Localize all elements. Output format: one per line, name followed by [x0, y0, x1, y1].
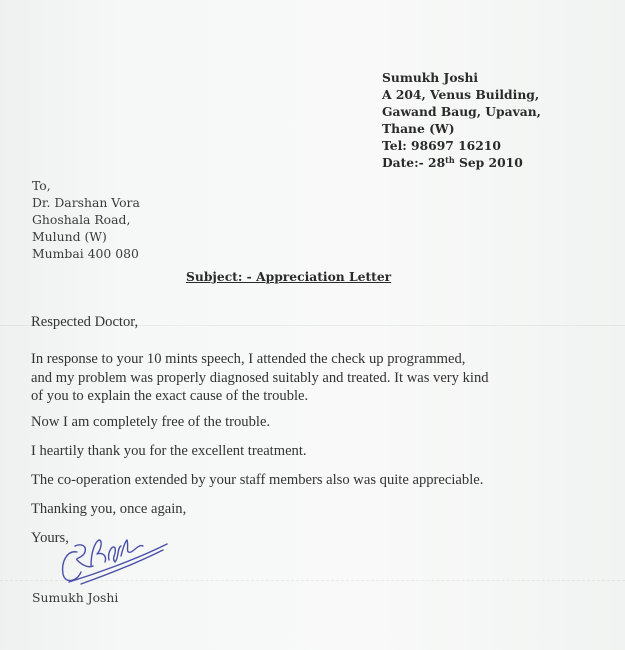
sender-address-line: Gawand Baug, Upavan,	[382, 104, 541, 120]
body-paragraph	[31, 350, 489, 406]
recipient-address-line: Mumbai 400 080	[32, 246, 139, 261]
recipient-to: To,	[32, 178, 51, 193]
signature-underline	[81, 550, 163, 584]
body-paragraph: I heartily thank you for the excellent treatment.	[31, 443, 307, 459]
subject-line: Subject: - Appreciation Letter	[186, 269, 392, 284]
recipient-name: Dr. Darshan Vora	[32, 195, 140, 210]
recipient-address-block	[32, 177, 140, 262]
body-paragraph: The co-operation extended by your staff members also was quite appreciable.	[31, 472, 484, 488]
closing: Yours,	[31, 530, 69, 546]
handwritten-signature	[55, 522, 175, 592]
signature-stroke	[91, 540, 106, 566]
sender-telephone: Tel: 98697 16210	[382, 138, 501, 154]
sender-address-line: A 204, Venus Building,	[382, 87, 540, 103]
sender-address-line: Thane (W)	[382, 121, 455, 137]
date-ordinal-suffix: th	[445, 155, 455, 166]
body-paragraph: Now I am completely free of the trouble.	[31, 414, 271, 430]
paragraph-line: In response to your 10 mints speech, I attended the check up programmed,	[31, 351, 466, 367]
salutation: Respected Doctor,	[31, 314, 139, 330]
paragraph-line: of you to explain the exact cause of the trouble.	[31, 388, 309, 404]
body-paragraph: Thanking you, once again,	[31, 501, 187, 517]
signature-underline	[69, 544, 167, 582]
recipient-address-line: Ghoshala Road,	[32, 212, 131, 227]
letter-date	[382, 154, 541, 171]
date-prefix: Date:- 28	[382, 155, 446, 171]
signature-strokes	[63, 540, 167, 584]
signature-stroke	[109, 546, 121, 562]
sender-address-block	[382, 69, 541, 172]
sender-name: Sumukh Joshi	[382, 70, 479, 85]
paragraph-line: and my problem was properly diagnosed suitably and treated. It was very kind	[31, 369, 489, 386]
recipient-address-line: Mulund (W)	[32, 229, 107, 244]
date-rest: Sep 2010	[454, 155, 523, 171]
signature-stroke	[75, 545, 93, 567]
signature-stroke	[63, 552, 81, 581]
signature-stroke	[121, 540, 143, 556]
signed-name: Sumukh Joshi	[32, 590, 119, 605]
